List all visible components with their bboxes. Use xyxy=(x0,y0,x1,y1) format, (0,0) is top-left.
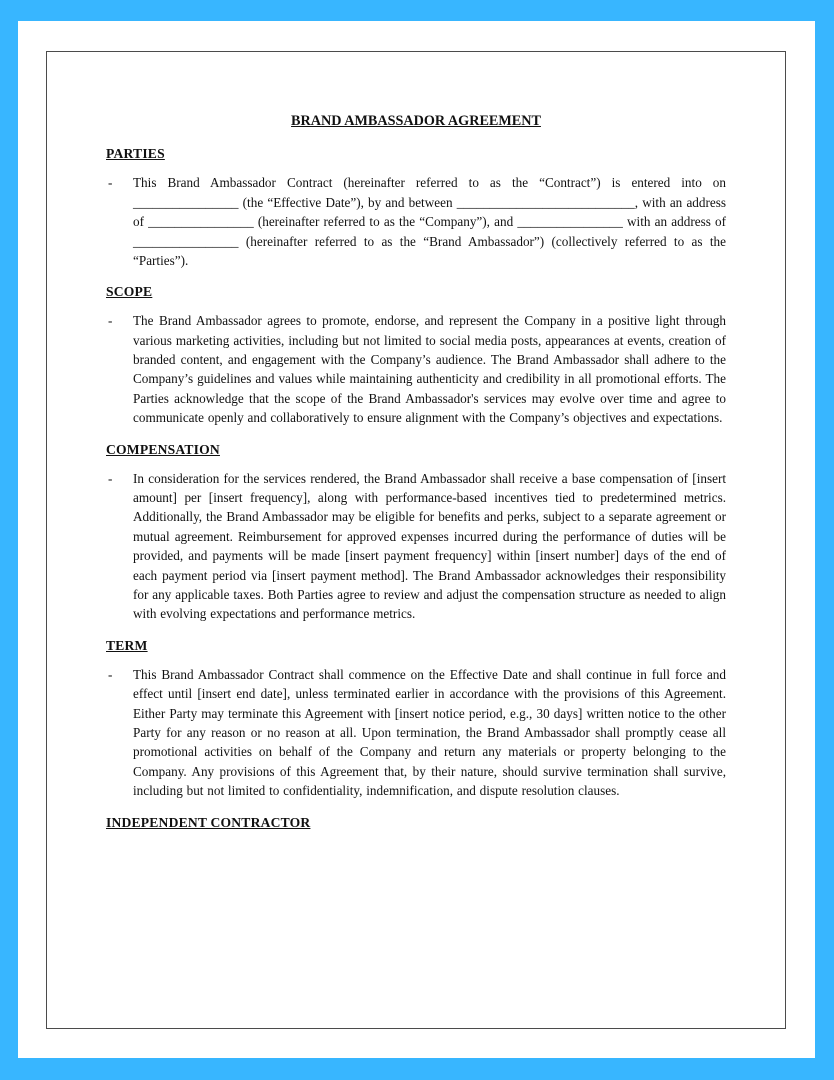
section-term xyxy=(106,636,726,801)
section-paragraph-term: This Brand Ambassador Contract shall commence on the Effective Date and shall continue in full force and effect until [insert end date], unless terminated earlier in accordance with the provisions of this Agreement. Either Party may terminate this Agreement with [insert notice period, e.g., 30 days] written notice to the other Party for any reason or no reason at all. Upon termination, the Brand Ambassador shall promptly cease all promotional activities on behalf of the Company and return any materials or property belonging to the Company. Any provisions of this Agreement that, by their nature, should survive termination shall survive, including but not limited to confidentiality, indemnification, and dispute resolution clauses. xyxy=(133,666,726,799)
document-page xyxy=(46,51,786,1029)
bullet-dash: - xyxy=(108,666,113,682)
bullet-dash: - xyxy=(108,313,113,329)
section-heading-parties: PARTIES xyxy=(106,146,165,162)
bullet-dash: - xyxy=(108,470,113,486)
bullet-row xyxy=(106,665,726,801)
page-mat xyxy=(18,21,815,1058)
section-paragraph-scope: The Brand Ambassador agrees to promote, endorse, and represent the Company in a positive light through various marketing activities, including but not limited to social media posts, appearances at events, creation of branded content, and engagement with the Company’s audience. The Brand Ambassador shall adhere to the Company’s guidelines and values while maintaining authenticity and credibility in all promotional efforts. The Parties acknowledge that the scope of the Brand Ambassador's services may evolve over time and agree to communicate openly and collaboratively to ensure alignment with the Company’s objectives and expectations. xyxy=(133,313,726,426)
document-title: BRAND AMBASSADOR AGREEMENT xyxy=(291,113,541,129)
section-scope xyxy=(106,282,726,427)
section-heading-term: TERM xyxy=(106,637,148,653)
section-heading-independent-contractor: INDEPENDENT CONTRACTOR xyxy=(106,814,311,830)
bullet-row xyxy=(106,311,726,427)
bullet-row xyxy=(106,173,726,270)
section-paragraph-parties: This Brand Ambassador Contract (hereinafter referred to as the “Contract”) is entered into on ________________ (the “Effective Date”), by and between ___________________________, with an address of ________________ (hereinafter referred to as the “Company”), and ________________ with an address of ________________ (hereinafter referred to as the “Brand Ambassador”) (collectively referred to as the “Parties”). xyxy=(133,175,726,268)
section-heading-scope: SCOPE xyxy=(106,284,153,300)
section-heading-compensation: COMPENSATION xyxy=(106,441,220,457)
bullet-dash: - xyxy=(108,175,113,191)
section-compensation xyxy=(106,440,726,624)
bullet-row xyxy=(106,469,726,624)
section-paragraph-compensation: In consideration for the services rendered, the Brand Ambassador shall receive a base compensation of [insert amount] per [insert frequency], along with performance-based incentives tied to predetermined metrics. Additionally, the Brand Ambassador may be eligible for benefits and perks, subject to a separate agreement or mutual agreement. Reimbursement for approved expenses incurred during the performance of duties will be provided, and payments will be made [insert payment frequency] within [insert number] days of the end of each payment period via [insert payment method]. The Brand Ambassador acknowledges their responsibility for any applicable taxes. Both Parties agree to review and adjust the compensation structure as needed to align with evolving expectations and performance metrics. xyxy=(133,470,726,622)
section-parties xyxy=(106,144,726,270)
section-independent-contractor xyxy=(106,813,726,832)
